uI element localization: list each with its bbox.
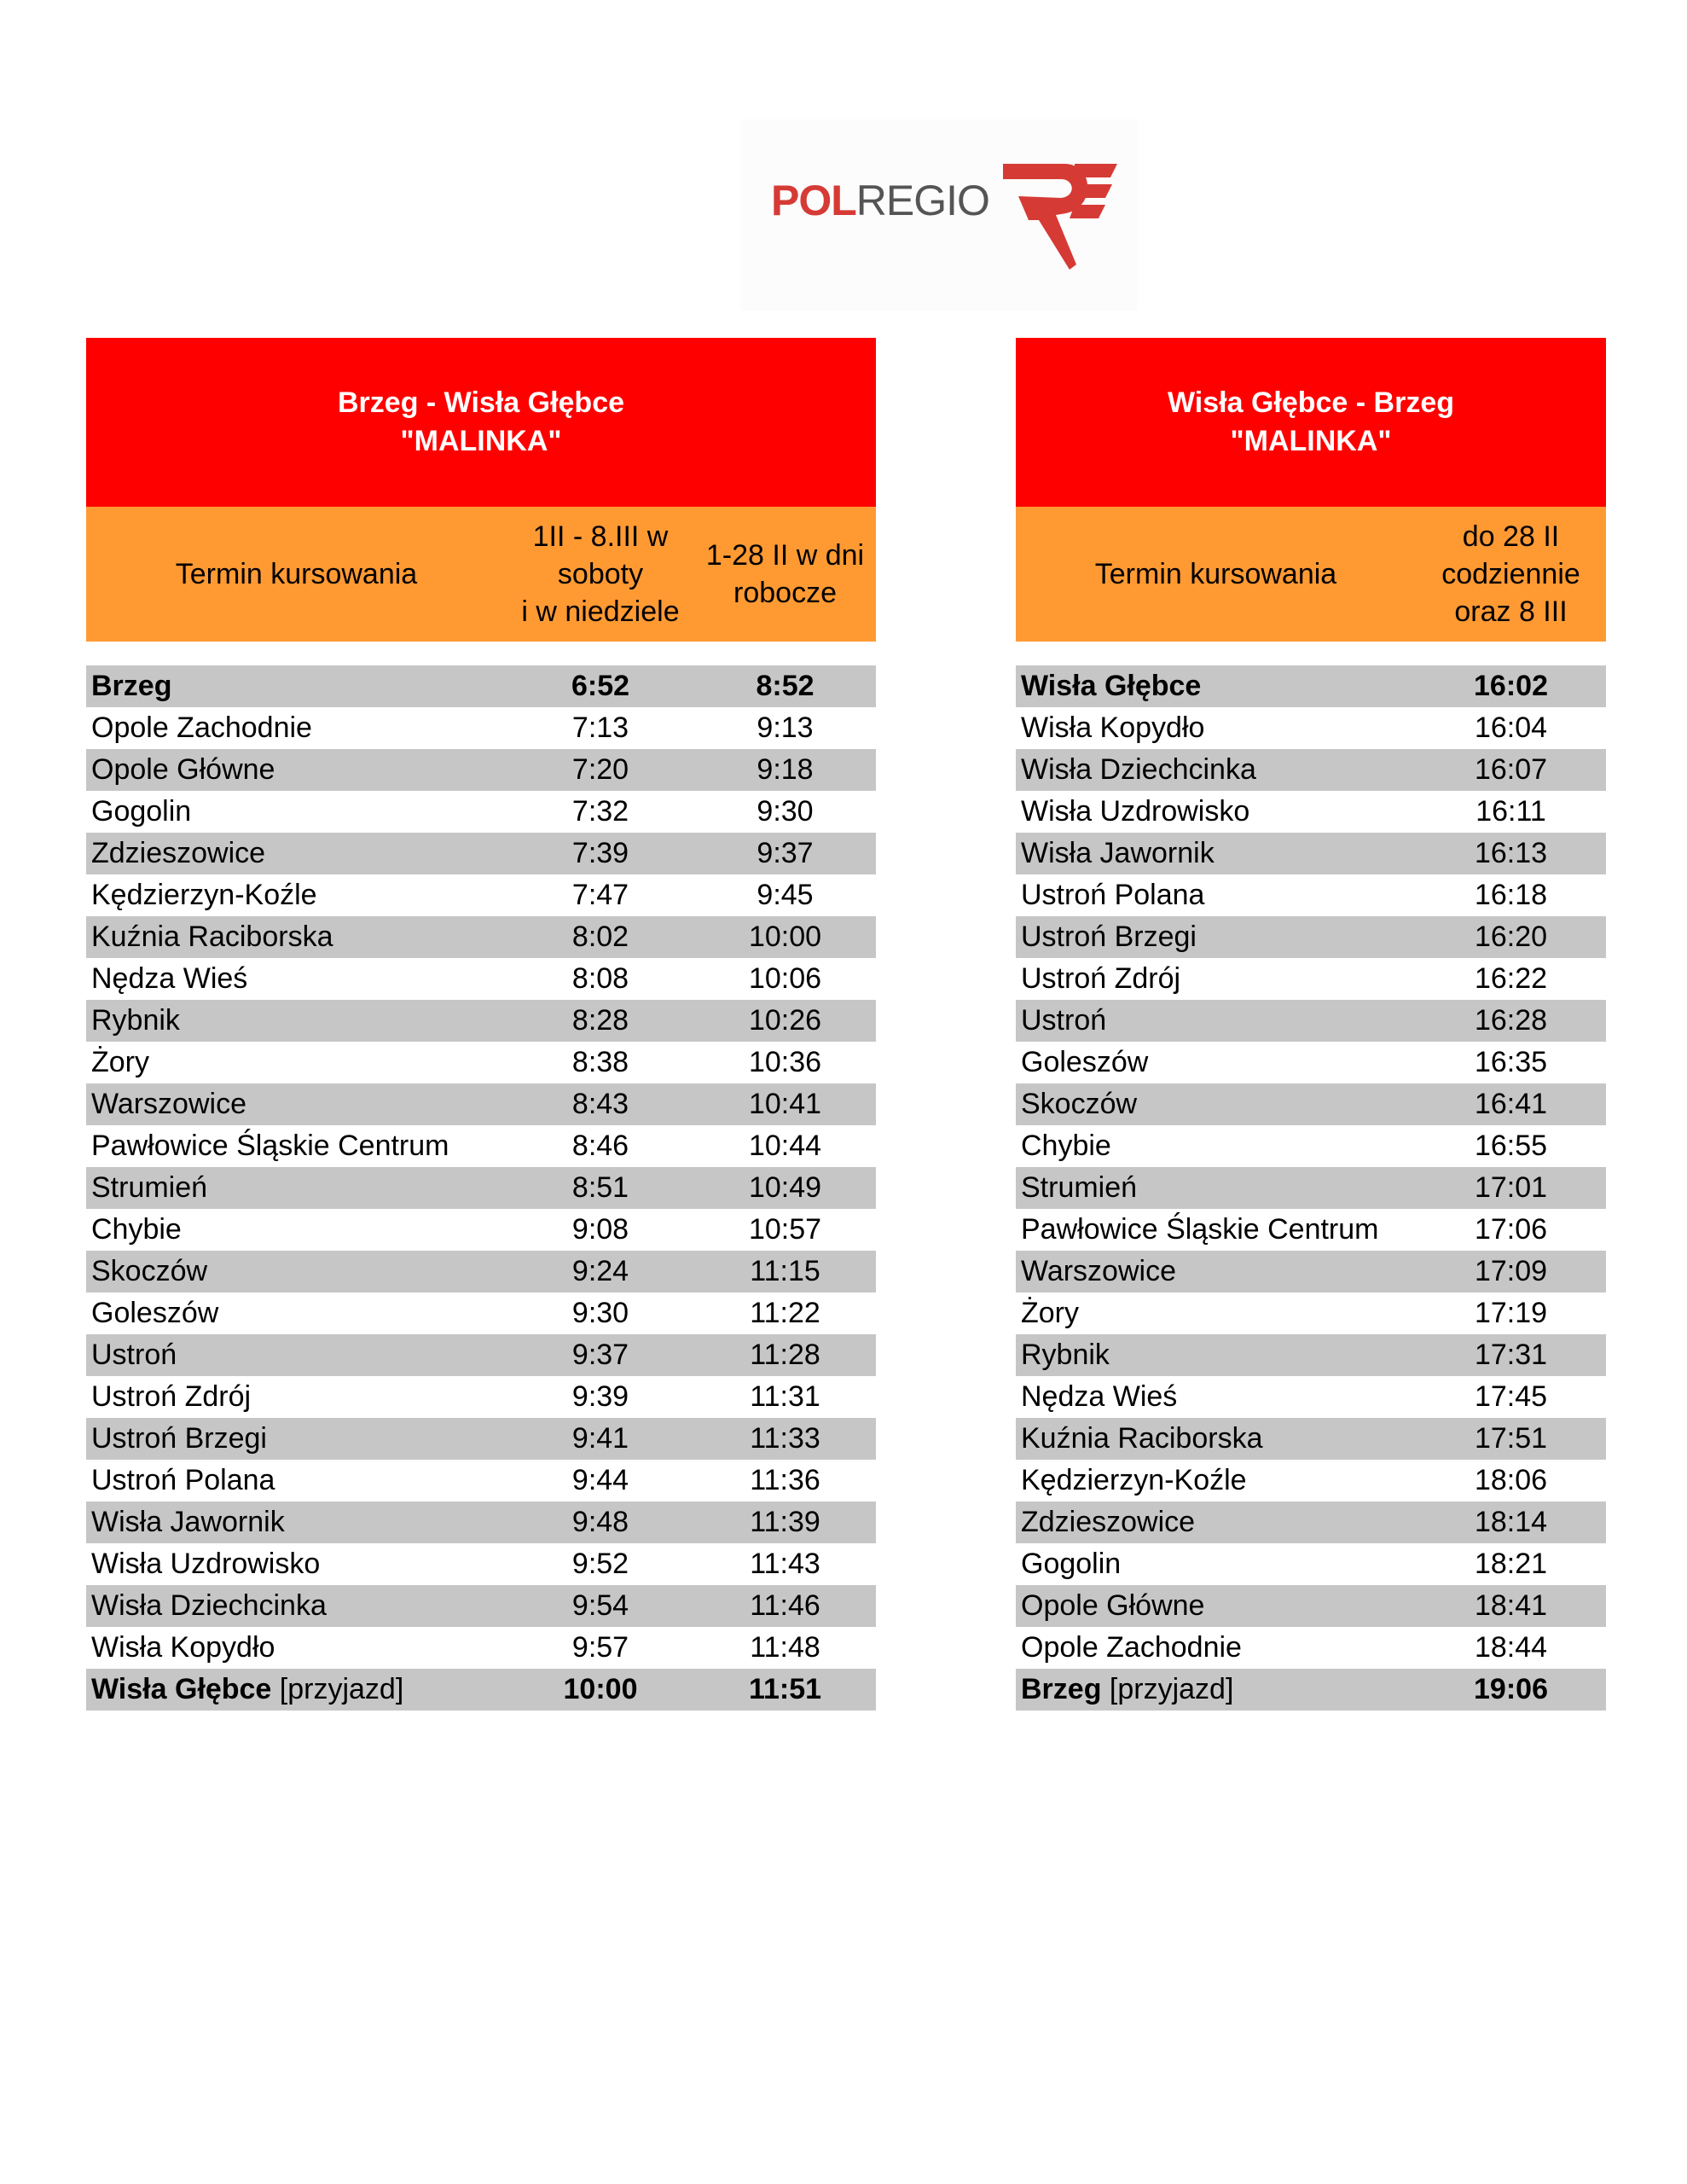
term-col1-line: codziennie — [1441, 558, 1580, 590]
departure-time: 8:28 — [507, 1000, 694, 1042]
timetable-brzeg-wisla — [86, 338, 876, 1711]
polregio-mark-icon — [993, 145, 1121, 282]
route-subtitle-text: "MALINKA" — [1230, 425, 1392, 457]
departure-time: 16:22 — [1474, 962, 1548, 995]
table-row — [86, 791, 876, 833]
departure-time: 8:02 — [507, 916, 694, 958]
table-row — [86, 1251, 876, 1292]
station-name — [1016, 665, 1416, 707]
station-label: Skoczów — [91, 1255, 208, 1287]
departure-time: 7:47 — [571, 879, 629, 911]
departure-time: 11:15 — [694, 1251, 876, 1292]
table-row — [1016, 1167, 1606, 1209]
term-label: Termin kursowania — [86, 507, 507, 642]
station-name — [86, 916, 507, 958]
station-name — [86, 1000, 507, 1042]
departure-time: 9:37 — [507, 1334, 694, 1376]
departure-time: 10:26 — [694, 1000, 876, 1042]
station-label: Wisła Dziechcinka — [1021, 753, 1256, 786]
departure-time: 9:57 — [571, 1631, 629, 1664]
table-row — [1016, 1460, 1606, 1502]
departure-time: 8:52 — [694, 665, 876, 707]
departure-time: 9:37 — [694, 833, 876, 874]
station-label: Rybnik — [1021, 1339, 1110, 1371]
term-label: Termin kursowania — [1016, 507, 1416, 642]
station-name — [86, 707, 507, 749]
station-label: Wisła Głębce — [1021, 670, 1202, 702]
station-label: Gogolin — [1021, 1548, 1122, 1580]
table-row — [1016, 1000, 1606, 1042]
departure-time: 9:24 — [507, 1251, 694, 1292]
station-label: Wisła Dziechcinka — [91, 1589, 327, 1622]
table-row — [1016, 1585, 1606, 1627]
departure-time: 8:46 — [571, 1130, 629, 1162]
station-name — [86, 1209, 507, 1251]
route-title — [86, 338, 876, 507]
table-row — [86, 874, 876, 916]
table-row — [1016, 1376, 1606, 1418]
station-label: Wisła Głębce — [91, 1673, 272, 1705]
table-row — [86, 1460, 876, 1502]
table-row — [1016, 707, 1606, 749]
table-row — [86, 1627, 876, 1669]
station-label: Wisła Uzdrowisko — [1021, 795, 1250, 828]
term-col2 — [694, 507, 876, 642]
departure-time: 16:18 — [1474, 879, 1548, 911]
departure-time: 16:35 — [1474, 1046, 1548, 1078]
table-row — [1016, 1669, 1606, 1711]
station-suffix: [przyjazd] — [271, 1673, 404, 1705]
station-name — [1016, 1000, 1416, 1042]
station-label: Chybie — [1021, 1130, 1111, 1162]
table-row — [1016, 1418, 1606, 1460]
logo-wordmark — [771, 176, 989, 225]
departure-time: 8:43 — [507, 1083, 694, 1125]
departure-time: 9:54 — [507, 1585, 694, 1627]
departure-time: 8:08 — [571, 962, 629, 995]
station-label: Pawłowice Śląskie Centrum — [91, 1130, 449, 1162]
station-label: Strumień — [91, 1171, 208, 1204]
route-subtitle-text: "MALINKA" — [400, 425, 562, 457]
station-label: Kędzierzyn-Koźle — [1021, 1464, 1247, 1496]
station-label: Zdzieszowice — [91, 837, 266, 869]
logo-regio: REGIO — [855, 177, 989, 224]
station-name — [86, 1627, 507, 1669]
station-label: Wisła Jawornik — [91, 1506, 285, 1538]
departure-time: 17:19 — [1474, 1297, 1548, 1329]
table-row — [86, 1167, 876, 1209]
departure-time: 9:30 — [571, 1297, 629, 1329]
station-name — [1016, 1502, 1416, 1543]
station-label: Goleszów — [91, 1297, 219, 1329]
station-name — [86, 1251, 507, 1292]
table-row — [86, 1209, 876, 1251]
departure-time: 9:45 — [757, 879, 814, 911]
station-name — [86, 1376, 507, 1418]
departure-time: 16:02 — [1416, 665, 1606, 707]
term-col1 — [1416, 507, 1606, 642]
station-label: Nędza Wieś — [91, 962, 248, 995]
station-label: Ustroń Polana — [91, 1464, 275, 1496]
station-label: Gogolin — [91, 795, 192, 828]
departure-time: 18:44 — [1474, 1631, 1548, 1664]
departure-time: 17:01 — [1416, 1167, 1606, 1209]
departure-time: 17:45 — [1474, 1380, 1548, 1413]
departure-time: 6:52 — [507, 665, 694, 707]
departure-time: 7:13 — [571, 712, 629, 744]
station-name — [1016, 1042, 1416, 1083]
station-label: Kuźnia Raciborska — [1021, 1422, 1263, 1455]
table-row — [1016, 958, 1606, 1000]
station-label: Ustroń Brzegi — [1021, 921, 1197, 953]
station-name — [86, 665, 507, 707]
departure-time: 18:21 — [1474, 1548, 1548, 1580]
table-row — [1016, 874, 1606, 916]
station-name — [86, 1292, 507, 1334]
departure-time: 10:57 — [748, 1213, 822, 1246]
station-name — [86, 1042, 507, 1083]
term-col1 — [507, 507, 694, 642]
table-row — [86, 1000, 876, 1042]
station-name — [86, 1585, 507, 1627]
departure-time: 10:00 — [694, 916, 876, 958]
station-label: Chybie — [91, 1213, 182, 1246]
station-label: Skoczów — [1021, 1088, 1138, 1120]
departure-time: 10:44 — [748, 1130, 822, 1162]
station-name — [86, 791, 507, 833]
departure-time: 9:13 — [757, 712, 814, 744]
station-name — [86, 1543, 507, 1585]
logo-pol: POL — [771, 177, 856, 224]
station-name — [1016, 1627, 1416, 1669]
station-label: Warszowice — [1021, 1255, 1176, 1287]
station-label: Ustroń — [91, 1339, 177, 1371]
station-name — [86, 833, 507, 874]
table-row — [86, 833, 876, 874]
departure-time: 9:18 — [694, 749, 876, 791]
timetable-wisla-brzeg — [1016, 338, 1606, 1711]
table-row — [86, 665, 876, 707]
station-name — [1016, 1418, 1416, 1460]
station-name — [1016, 707, 1416, 749]
station-name — [1016, 1585, 1416, 1627]
departure-time: 9:48 — [507, 1502, 694, 1543]
station-name — [86, 749, 507, 791]
station-name — [1016, 958, 1416, 1000]
station-label: Opole Główne — [1021, 1589, 1205, 1622]
table-row — [1016, 1251, 1606, 1292]
route-title — [1016, 338, 1606, 507]
station-name — [86, 1418, 507, 1460]
station-name — [1016, 1125, 1416, 1167]
departure-time: 10:00 — [507, 1669, 694, 1711]
station-name — [86, 1460, 507, 1502]
departure-time: 18:41 — [1416, 1585, 1606, 1627]
table-row — [1016, 1543, 1606, 1585]
station-name — [1016, 874, 1416, 916]
departure-time: 11:46 — [694, 1585, 876, 1627]
term-col1-line: i w niedziele — [521, 595, 680, 628]
departure-time: 17:31 — [1416, 1334, 1606, 1376]
departure-time: 7:20 — [507, 749, 694, 791]
departure-time: 11:22 — [750, 1297, 820, 1329]
station-label: Opole Zachodnie — [91, 712, 312, 744]
station-label: Wisła Kopydło — [91, 1631, 275, 1664]
table-row — [86, 707, 876, 749]
station-label: Kuźnia Raciborska — [91, 921, 333, 953]
departure-time: 17:09 — [1416, 1251, 1606, 1292]
route-title-text: Wisła Głębce - Brzeg — [1168, 386, 1455, 419]
station-label: Nędza Wieś — [1021, 1380, 1178, 1413]
station-name — [86, 874, 507, 916]
station-name — [86, 1083, 507, 1125]
table-row — [86, 749, 876, 791]
table-row — [86, 1083, 876, 1125]
term-col1-line: oraz 8 III — [1454, 595, 1568, 628]
departure-time: 16:13 — [1416, 833, 1606, 874]
departure-time: 7:32 — [571, 795, 629, 828]
station-name — [86, 1502, 507, 1543]
table-row — [1016, 916, 1606, 958]
station-name — [1016, 1376, 1416, 1418]
departure-time: 18:06 — [1474, 1464, 1548, 1496]
departure-time: 16:41 — [1416, 1083, 1606, 1125]
station-name — [1016, 1669, 1416, 1711]
table-row — [1016, 1042, 1606, 1083]
table-row — [1016, 1502, 1606, 1543]
term-col2-line: robocze — [733, 577, 837, 609]
station-name — [1016, 749, 1416, 791]
station-name — [1016, 1292, 1416, 1334]
station-name — [86, 958, 507, 1000]
table-row — [86, 1502, 876, 1543]
table-row — [86, 1585, 876, 1627]
route-title-text: Brzeg - Wisła Głębce — [338, 386, 625, 419]
station-label: Brzeg — [1021, 1673, 1102, 1705]
departure-time: 10:06 — [748, 962, 822, 995]
station-name — [1016, 1460, 1416, 1502]
table-row — [86, 916, 876, 958]
term-header — [86, 507, 876, 642]
table-row — [1016, 1125, 1606, 1167]
departure-time: 9:52 — [571, 1548, 629, 1580]
station-name — [86, 1334, 507, 1376]
station-label: Rybnik — [91, 1004, 180, 1037]
station-label: Opole Główne — [91, 753, 275, 786]
departure-time: 11:39 — [694, 1502, 876, 1543]
departure-time: 16:55 — [1474, 1130, 1548, 1162]
departure-time: 9:30 — [757, 795, 814, 828]
station-label: Zdzieszowice — [1021, 1506, 1196, 1538]
station-label: Pawłowice Śląskie Centrum — [1021, 1213, 1379, 1246]
table-row — [86, 1125, 876, 1167]
table-row — [1016, 833, 1606, 874]
station-label: Ustroń Zdrój — [1021, 962, 1181, 995]
station-label: Wisła Uzdrowisko — [91, 1548, 321, 1580]
departure-time: 16:04 — [1474, 712, 1548, 744]
station-label: Opole Zachodnie — [1021, 1631, 1242, 1664]
term-col1-line: 1II - 8.III w — [532, 520, 669, 553]
departure-time: 9:08 — [571, 1213, 629, 1246]
table-row — [1016, 665, 1606, 707]
term-header — [1016, 507, 1606, 642]
station-name — [86, 1669, 507, 1711]
departure-time: 11:43 — [750, 1548, 820, 1580]
departure-time: 11:51 — [694, 1669, 876, 1711]
departure-time: 9:44 — [571, 1464, 629, 1496]
departure-time: 11:33 — [694, 1418, 876, 1460]
station-label: Wisła Kopydło — [1021, 712, 1205, 744]
route-header — [1016, 338, 1606, 507]
term-col1-line: do 28 II — [1462, 520, 1560, 553]
station-label: Żory — [1021, 1297, 1079, 1329]
station-label: Goleszów — [1021, 1046, 1149, 1078]
station-label: Ustroń Zdrój — [91, 1380, 252, 1413]
departure-time: 8:38 — [571, 1046, 629, 1078]
station-label: Żory — [91, 1046, 149, 1078]
departure-time: 17:06 — [1474, 1213, 1548, 1246]
departure-time: 9:39 — [571, 1380, 629, 1413]
departure-time: 16:28 — [1416, 1000, 1606, 1042]
departure-time: 18:14 — [1416, 1502, 1606, 1543]
station-name — [86, 1125, 507, 1167]
station-label: Kędzierzyn-Koźle — [91, 879, 317, 911]
table-row — [1016, 1083, 1606, 1125]
route-header — [86, 338, 876, 507]
table-row — [86, 1292, 876, 1334]
table-row — [1016, 791, 1606, 833]
table-row — [1016, 1627, 1606, 1669]
departure-time: 11:28 — [694, 1334, 876, 1376]
term-col1-line: soboty — [557, 558, 644, 590]
departure-time: 10:36 — [748, 1046, 822, 1078]
table-row — [1016, 1209, 1606, 1251]
station-name — [1016, 1167, 1416, 1209]
departure-time: 16:20 — [1416, 916, 1606, 958]
station-name — [1016, 1083, 1416, 1125]
station-label: Strumień — [1021, 1171, 1138, 1204]
polregio-logo — [740, 119, 1138, 311]
station-label: Ustroń Brzegi — [91, 1422, 267, 1455]
departure-time: 10:41 — [694, 1083, 876, 1125]
station-name — [86, 1167, 507, 1209]
station-label: Wisła Jawornik — [1021, 837, 1215, 869]
departure-time: 17:51 — [1416, 1418, 1606, 1460]
departure-time: 11:31 — [750, 1380, 820, 1413]
departure-time: 16:07 — [1416, 749, 1606, 791]
departure-time: 10:49 — [694, 1167, 876, 1209]
departure-time: 11:36 — [750, 1464, 820, 1496]
table-row — [86, 1543, 876, 1585]
station-name — [1016, 916, 1416, 958]
table-row — [1016, 1334, 1606, 1376]
station-name — [1016, 791, 1416, 833]
table-row — [86, 1334, 876, 1376]
departure-time: 11:48 — [750, 1631, 820, 1664]
station-label: Ustroń — [1021, 1004, 1107, 1037]
table-row — [1016, 1292, 1606, 1334]
term-col2-line: 1-28 II w dni — [705, 539, 865, 572]
table-row — [86, 1418, 876, 1460]
station-label: Warszowice — [91, 1088, 246, 1120]
departure-time: 7:39 — [507, 833, 694, 874]
station-name — [1016, 1209, 1416, 1251]
departure-time: 16:11 — [1475, 795, 1546, 828]
station-name — [1016, 1543, 1416, 1585]
station-name — [1016, 833, 1416, 874]
station-label: Ustroń Polana — [1021, 879, 1205, 911]
departure-time: 19:06 — [1416, 1669, 1606, 1711]
station-name — [1016, 1251, 1416, 1292]
table-row — [86, 958, 876, 1000]
station-label: Brzeg — [91, 670, 172, 702]
departure-time: 9:41 — [507, 1418, 694, 1460]
table-row — [86, 1376, 876, 1418]
departure-time: 8:51 — [507, 1167, 694, 1209]
station-suffix: [przyjazd] — [1101, 1673, 1234, 1705]
table-row — [86, 1669, 876, 1711]
table-row — [86, 1042, 876, 1083]
station-name — [1016, 1334, 1416, 1376]
table-row — [1016, 749, 1606, 791]
